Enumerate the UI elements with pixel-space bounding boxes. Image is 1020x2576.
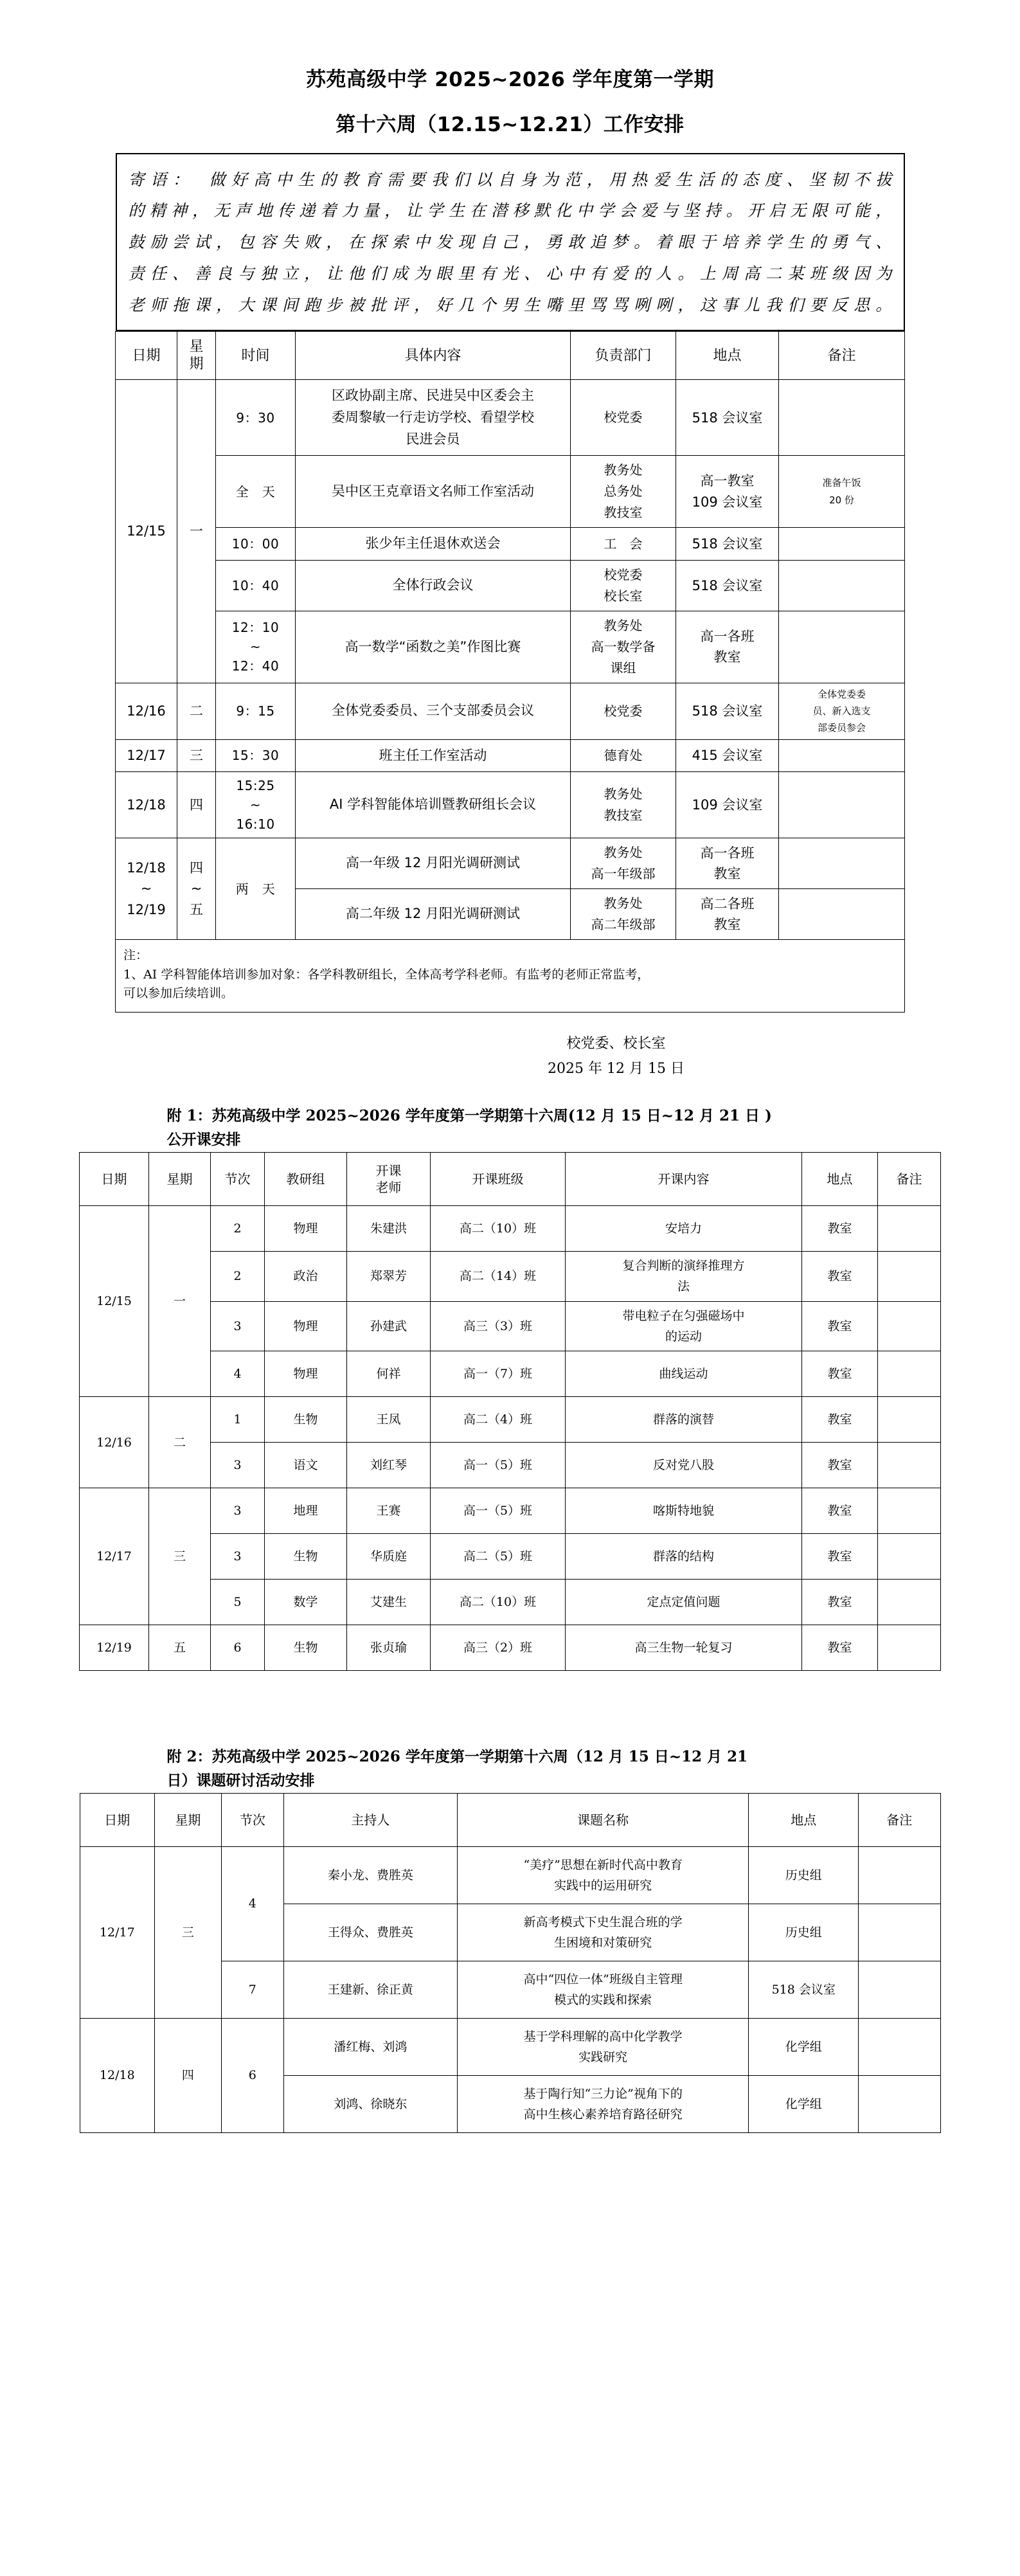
column-header-date: 日期 <box>80 1793 155 1846</box>
cell-period: 5 <box>211 1580 265 1625</box>
dept-l2: 高一年级部 <box>591 866 656 882</box>
cell-period: 3 <box>211 1534 265 1580</box>
column-header-group: 教研组 <box>265 1153 347 1206</box>
cell-location <box>676 889 779 940</box>
cell-location <box>676 611 779 683</box>
loc-l1: 高一教室 <box>700 473 755 489</box>
table-notes-row <box>116 940 905 1013</box>
cell-location: 教室 <box>802 1534 878 1580</box>
table-row <box>116 772 905 838</box>
dept-l3: 课组 <box>610 660 636 676</box>
message-line-2: 的精神，无声地传递着力量，让学生在潜移默化中学会爱与坚持。开启无限可能， <box>128 201 892 221</box>
dept-l3: 教技室 <box>604 505 643 521</box>
table-row <box>116 838 905 889</box>
cell-weekday <box>177 838 216 940</box>
cell-location: 518 会议室 <box>676 683 779 739</box>
table-row <box>116 683 905 739</box>
cell-host: 王建新、徐正黄 <box>283 1961 457 2018</box>
cell-remark <box>779 560 905 611</box>
appendix2-title-l1: 附 2：苏苑高级中学 2025~2026 学年度第一学期第十六周（12 月 15 日~12 月 21 <box>166 1748 748 1766</box>
teacher-header-l2: 老师 <box>375 1180 402 1196</box>
cell-remark <box>779 889 905 940</box>
column-header-date: 日期 <box>116 332 177 380</box>
cell-topic <box>457 1846 749 1904</box>
cell-host: 潘红梅、刘鸿 <box>283 2018 457 2075</box>
cell-class: 高一（5）班 <box>431 1443 566 1488</box>
loc-l2: 教室 <box>713 917 741 933</box>
cell-period: 2 <box>211 1252 265 1302</box>
column-header-date: 日期 <box>80 1153 149 1206</box>
message-box <box>116 153 905 332</box>
column-header-teacher <box>347 1153 431 1206</box>
notes-line-2: 可以参加后续培训。 <box>123 986 234 1001</box>
cell-weekday: 二 <box>149 1397 211 1488</box>
topic-l1: 基于学科理解的高中化学教学 <box>523 2029 683 2044</box>
table-row <box>116 611 905 683</box>
topic-l1: 新高考模式下史生混合班的学 <box>523 1914 683 1929</box>
message-line-4: 责任、善良与独立，让他们成为眼里有光、心中有爱的人。上周高二某班级因为 <box>128 264 892 283</box>
appendix2-title <box>116 1722 905 1793</box>
section-spacer <box>0 1671 1020 1722</box>
content-l2: 的运动 <box>665 1329 702 1344</box>
cell-content <box>566 1301 802 1351</box>
cell-content: 全体党委委员、三个支部委员会议 <box>296 683 571 739</box>
cell-content: 吴中区王克章语文名师工作室活动 <box>296 456 571 528</box>
cell-group: 数学 <box>265 1580 347 1625</box>
dept-l1: 教务处 <box>604 845 643 861</box>
teacher-header-l1: 开课 <box>375 1163 402 1179</box>
cell-department <box>571 560 676 611</box>
cell-weekday: 五 <box>149 1625 211 1671</box>
cell-content: 群落的演替 <box>566 1397 802 1443</box>
table-row <box>116 456 905 528</box>
cell-date: 12/17 <box>80 1846 155 2018</box>
message-line-3: 鼓励尝试，包容失败，在探索中发现自己，勇敢追梦。着眼于培养学生的勇气、 <box>128 233 892 252</box>
time-l2: ~ <box>249 639 262 655</box>
cell-teacher: 王赛 <box>347 1488 431 1534</box>
cell-group: 物理 <box>265 1351 347 1397</box>
column-header-location: 地点 <box>802 1153 878 1206</box>
cell-weekday: 三 <box>149 1488 211 1625</box>
cell-topic <box>457 2018 749 2075</box>
table-row <box>116 560 905 611</box>
remark-l2: 员、新入选支 <box>812 705 871 717</box>
content-l1: 复合判断的演绎推理方 <box>622 1259 745 1274</box>
table-row <box>80 1846 940 1904</box>
cell-remark <box>779 739 905 772</box>
cell-period: 4 <box>211 1351 265 1397</box>
cell-location: 518 会议室 <box>676 560 779 611</box>
cell-department <box>571 889 676 940</box>
cell-class: 高二（10）班 <box>431 1206 566 1252</box>
cell-remark <box>878 1580 941 1625</box>
cell-content: 高一年级 12 月阳光调研测试 <box>296 838 571 889</box>
table-row <box>80 1206 941 1252</box>
cell-date: 12/19 <box>80 1625 149 1671</box>
cell-period: 4 <box>221 1846 283 1961</box>
table-row <box>116 739 905 772</box>
cell-location: 化学组 <box>749 2018 859 2075</box>
cell-topic <box>457 1904 749 1961</box>
cell-location: 教室 <box>802 1488 878 1534</box>
cell-host: 秦小龙、费胜英 <box>283 1846 457 1904</box>
date-l3: 12/19 <box>127 901 166 917</box>
column-header-period: 节次 <box>221 1793 283 1846</box>
table-row <box>80 1488 941 1534</box>
cell-date: 12/17 <box>80 1488 149 1625</box>
cell-location <box>676 456 779 528</box>
cell-time: 10：00 <box>216 528 296 561</box>
column-header-content: 具体内容 <box>296 332 571 380</box>
column-header-time: 时间 <box>216 332 296 380</box>
cell-department: 工 会 <box>571 528 676 561</box>
cell-group: 地理 <box>265 1488 347 1534</box>
dept-l2: 总务处 <box>604 483 643 500</box>
cell-content: 曲线运动 <box>566 1351 802 1397</box>
topic-l2: 模式的实践和探索 <box>554 1992 652 2007</box>
appendix1-title-l1: 附 1：苏苑高级中学 2025~2026 学年度第一学期第十六周(12 月 15 日~12 月 21 日 ) <box>166 1107 772 1125</box>
cell-date: 12/16 <box>116 683 177 739</box>
cell-class: 高一（7）班 <box>431 1351 566 1397</box>
column-header-remark: 备注 <box>859 1793 940 1846</box>
table-row <box>80 1625 941 1671</box>
cell-group: 生物 <box>265 1625 347 1671</box>
dept-l1: 教务处 <box>604 896 643 912</box>
cell-location: 历史组 <box>749 1904 859 1961</box>
date-l2: ~ <box>140 881 152 897</box>
cell-content <box>296 380 571 456</box>
cell-class: 高二（10）班 <box>431 1580 566 1625</box>
remark-l2: 20 份 <box>829 494 854 506</box>
table-row <box>80 1397 941 1443</box>
time-l1: 15:25 <box>236 778 275 794</box>
cell-remark <box>779 838 905 889</box>
topic-l2: 高中生核心素养培育路径研究 <box>523 2107 683 2121</box>
cell-location: 历史组 <box>749 1846 859 1904</box>
cell-location: 教室 <box>802 1252 878 1302</box>
cell-location: 教室 <box>802 1206 878 1252</box>
content-l1: 区政协副主席、民进吴中区委会主 <box>332 388 534 404</box>
cell-time <box>216 772 296 838</box>
cell-location: 教室 <box>802 1397 878 1443</box>
topic-l2: 实践中的运用研究 <box>554 1878 652 1893</box>
cell-content: 高三生物一轮复习 <box>566 1625 802 1671</box>
cell-class: 高三（3）班 <box>431 1301 566 1351</box>
cell-content: 班主任工作室活动 <box>296 739 571 772</box>
page-title-line2: 第十六周（12.15~12.21）工作安排 <box>336 113 684 136</box>
loc-l1: 高一各班 <box>700 845 755 861</box>
cell-class: 高二（4）班 <box>431 1397 566 1443</box>
signature-inner <box>548 1032 684 1081</box>
cell-remark <box>878 1488 941 1534</box>
cell-remark <box>779 528 905 561</box>
content-l3: 民进会员 <box>406 431 460 447</box>
cell-date: 12/18 <box>116 772 177 838</box>
weekday-header-l1: 星 <box>189 338 204 355</box>
loc-l1: 高二各班 <box>700 896 755 912</box>
cell-department: 校党委 <box>571 683 676 739</box>
cell-weekday: 一 <box>149 1206 211 1397</box>
cell-content: 群落的结构 <box>566 1534 802 1580</box>
cell-date: 12/18 <box>80 2018 155 2132</box>
cell-teacher: 何祥 <box>347 1351 431 1397</box>
column-header-remark: 备注 <box>779 332 905 380</box>
topic-l1: 高中“四位一体”班级自主管理 <box>523 1972 683 1986</box>
cell-location: 教室 <box>802 1351 878 1397</box>
cell-teacher: 华质庭 <box>347 1534 431 1580</box>
appendix2-research-table <box>80 1793 941 2133</box>
cell-content: 喀斯特地貌 <box>566 1488 802 1534</box>
cell-content: 定点定值问题 <box>566 1580 802 1625</box>
cell-teacher: 王凤 <box>347 1397 431 1443</box>
weekday-l3: 五 <box>190 901 203 917</box>
cell-time: 10：40 <box>216 560 296 611</box>
loc-l1: 高一各班 <box>700 628 755 644</box>
cell-topic <box>457 1961 749 2018</box>
notes-heading: 注： <box>123 948 148 963</box>
cell-class: 高三（2）班 <box>431 1625 566 1671</box>
appendix1-title <box>116 1081 905 1152</box>
loc-l2: 教室 <box>713 866 741 882</box>
cell-time <box>216 611 296 683</box>
cell-date <box>116 838 177 940</box>
remark-l3: 部委员参会 <box>817 722 866 734</box>
column-header-content: 开课内容 <box>566 1153 802 1206</box>
cell-date: 12/16 <box>80 1397 149 1488</box>
column-header-weekday: 星期 <box>155 1793 222 1846</box>
cell-department <box>571 772 676 838</box>
cell-department <box>571 838 676 889</box>
appendix2-title-l2: 日）课题研讨活动安排 <box>166 1772 315 1790</box>
cell-teacher: 刘红琴 <box>347 1443 431 1488</box>
cell-location: 518 会议室 <box>749 1961 859 2018</box>
column-header-weekday: 星期 <box>149 1153 211 1206</box>
cell-topic <box>457 2075 749 2132</box>
signature-date: 2025 年 12 月 15 日 <box>548 1060 684 1077</box>
cell-content: 安培力 <box>566 1206 802 1252</box>
cell-weekday: 三 <box>155 1846 222 2018</box>
cell-remark <box>779 380 905 456</box>
topic-l1: 基于陶行知“三力论”视角下的 <box>523 2086 683 2101</box>
remark-l1: 准备午饭 <box>822 477 861 489</box>
notes-cell <box>116 940 905 1013</box>
cell-remark <box>878 1206 941 1252</box>
message-line-5: 老师拖课，大课间跑步被批评，好几个男生嘴里骂骂咧咧，这事儿我们要反思。 <box>128 295 892 314</box>
column-header-location: 地点 <box>676 332 779 380</box>
weekday-l1: 四 <box>190 860 203 876</box>
cell-teacher: 郑翠芳 <box>347 1252 431 1302</box>
dept-l2: 教技室 <box>604 807 643 824</box>
signature-issuer: 校党委、校长室 <box>566 1036 666 1052</box>
column-header-location: 地点 <box>749 1793 859 1846</box>
cell-content: AI 学科智能体培训暨教研组长会议 <box>296 772 571 838</box>
cell-location: 教室 <box>802 1301 878 1351</box>
column-header-period: 节次 <box>211 1153 265 1206</box>
remark-l1: 全体党委委 <box>817 688 866 700</box>
cell-remark <box>779 683 905 739</box>
table-header-row <box>116 332 905 380</box>
cell-remark <box>859 1846 940 1904</box>
cell-date: 12/17 <box>116 739 177 772</box>
loc-l2: 109 会议室 <box>692 494 763 510</box>
loc-l2: 教室 <box>713 649 741 665</box>
cell-department <box>571 611 676 683</box>
cell-period: 3 <box>211 1443 265 1488</box>
cell-location: 教室 <box>802 1625 878 1671</box>
cell-group: 语文 <box>265 1443 347 1488</box>
time-l1: 12：10 <box>231 620 280 636</box>
cell-content: 全体行政会议 <box>296 560 571 611</box>
cell-group: 物理 <box>265 1206 347 1252</box>
cell-class: 高二（14）班 <box>431 1252 566 1302</box>
cell-remark <box>779 611 905 683</box>
dept-l2: 高一数学备 <box>591 638 656 654</box>
cell-period: 3 <box>211 1301 265 1351</box>
cell-weekday: 二 <box>177 683 216 739</box>
column-header-weekday <box>177 332 216 380</box>
cell-location: 109 会议室 <box>676 772 779 838</box>
cell-remark <box>878 1252 941 1302</box>
cell-weekday: 三 <box>177 739 216 772</box>
cell-remark <box>878 1443 941 1488</box>
topic-l2: 生困境和对策研究 <box>554 1935 652 1950</box>
topic-l2: 实践研究 <box>578 2049 628 2064</box>
cell-group: 政治 <box>265 1252 347 1302</box>
notes-line-1: 1、AI 学科智能体培训参加对象：各学科教研组长，全体高考学科老师。有监考的老师正常监考， <box>123 967 650 982</box>
cell-remark <box>779 456 905 528</box>
cell-group: 生物 <box>265 1534 347 1580</box>
cell-teacher: 艾建生 <box>347 1580 431 1625</box>
cell-department: 德育处 <box>571 739 676 772</box>
cell-location: 化学组 <box>749 2075 859 2132</box>
cell-content: 反对党八股 <box>566 1443 802 1488</box>
time-l3: 16:10 <box>236 816 275 833</box>
cell-department <box>571 456 676 528</box>
cell-content: 张少年主任退休欢送会 <box>296 528 571 561</box>
cell-period: 6 <box>221 2018 283 2132</box>
table-row <box>80 2018 940 2075</box>
table-row <box>116 528 905 561</box>
cell-remark <box>878 1397 941 1443</box>
cell-location: 518 会议室 <box>676 380 779 456</box>
cell-group: 物理 <box>265 1301 347 1351</box>
weekday-header-l2: 期 <box>189 356 204 373</box>
dept-l1: 教务处 <box>604 462 643 478</box>
message-line-1: 寄语： 做好高中生的教育需要我们以自身为范，用热爱生活的态度、坚韧不拔 <box>128 170 892 189</box>
cell-location: 415 会议室 <box>676 739 779 772</box>
cell-time: 15：30 <box>216 739 296 772</box>
dept-l2: 校长室 <box>604 588 643 604</box>
cell-period: 7 <box>221 1961 283 2018</box>
cell-period: 3 <box>211 1488 265 1534</box>
content-l1: 带电粒子在匀强磁场中 <box>622 1308 745 1323</box>
cell-remark <box>859 1904 940 1961</box>
appendix1-title-l2: 公开课安排 <box>166 1131 241 1149</box>
cell-remark <box>878 1301 941 1351</box>
weekday-l2: ~ <box>190 881 202 897</box>
cell-date: 12/15 <box>80 1206 149 1397</box>
table-row <box>116 380 905 456</box>
table-header-row <box>80 1153 941 1206</box>
cell-remark <box>878 1625 941 1671</box>
cell-time: 9：30 <box>216 380 296 456</box>
cell-location: 教室 <box>802 1580 878 1625</box>
cell-time: 全 天 <box>216 456 296 528</box>
cell-time: 9：15 <box>216 683 296 739</box>
cell-content: 高二年级 12 月阳光调研测试 <box>296 889 571 940</box>
appendix1-open-class-table <box>79 1152 941 1671</box>
cell-period: 1 <box>211 1397 265 1443</box>
cell-weekday: 一 <box>177 380 216 683</box>
cell-location <box>676 838 779 889</box>
topic-l1: “美疗”思想在新时代高中教育 <box>523 1857 683 1872</box>
cell-teacher: 朱建洪 <box>347 1206 431 1252</box>
column-header-host: 主持人 <box>283 1793 457 1846</box>
cell-remark <box>859 2018 940 2075</box>
cell-period: 6 <box>211 1625 265 1671</box>
cell-class: 高一（5）班 <box>431 1488 566 1534</box>
cell-group: 生物 <box>265 1397 347 1443</box>
content-l2: 法 <box>677 1279 690 1294</box>
signature-block <box>116 1032 905 1081</box>
cell-period: 2 <box>211 1206 265 1252</box>
cell-class: 高二（5）班 <box>431 1534 566 1580</box>
cell-date: 12/15 <box>116 380 177 683</box>
date-l1: 12/18 <box>127 860 166 876</box>
time-l3: 12：40 <box>231 658 280 674</box>
cell-content <box>566 1252 802 1302</box>
cell-content: 高一数学“函数之美”作图比赛 <box>296 611 571 683</box>
cell-department: 校党委 <box>571 380 676 456</box>
cell-host: 刘鸿、徐晓东 <box>283 2075 457 2132</box>
cell-weekday: 四 <box>177 772 216 838</box>
cell-teacher: 孙建武 <box>347 1301 431 1351</box>
column-header-class: 开课班级 <box>431 1153 566 1206</box>
cell-remark <box>859 2075 940 2132</box>
dept-l1: 校党委 <box>604 566 643 582</box>
content-l2: 委周黎敏一行走访学校、看望学校 <box>332 410 534 426</box>
cell-remark <box>878 1534 941 1580</box>
cell-remark <box>859 1961 940 2018</box>
cell-remark <box>779 772 905 838</box>
cell-time: 两 天 <box>216 838 296 940</box>
column-header-topic: 课题名称 <box>457 1793 749 1846</box>
time-l2: ~ <box>249 797 262 813</box>
dept-l1: 教务处 <box>604 617 643 633</box>
cell-remark <box>878 1351 941 1397</box>
table-header-row <box>80 1793 940 1846</box>
cell-weekday: 四 <box>155 2018 222 2132</box>
dept-l2: 高二年级部 <box>591 917 656 933</box>
column-header-remark: 备注 <box>878 1153 941 1206</box>
cell-host: 王得众、费胜英 <box>283 1904 457 1961</box>
column-header-department: 负责部门 <box>571 332 676 380</box>
weekly-schedule-table <box>115 331 905 1013</box>
page-title-line1: 苏苑高级中学 2025~2026 学年度第一学期 <box>305 68 715 91</box>
dept-l1: 教务处 <box>604 786 643 802</box>
cell-location: 518 会议室 <box>676 528 779 561</box>
cell-teacher: 张贞瑜 <box>347 1625 431 1671</box>
cell-location: 教室 <box>802 1443 878 1488</box>
